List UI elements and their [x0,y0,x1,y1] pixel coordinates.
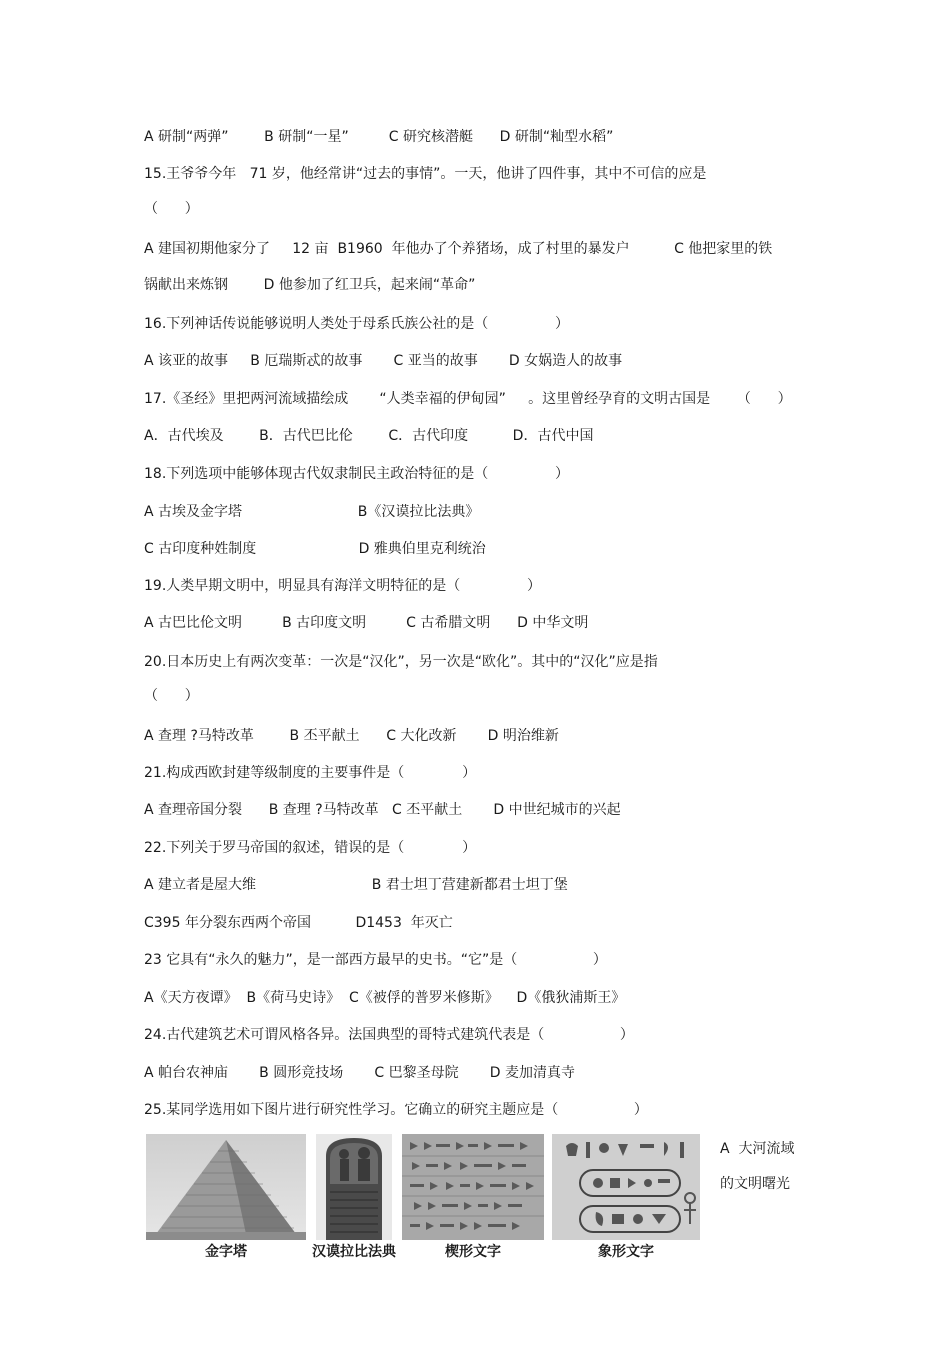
text-line: 24.古代建筑艺术可谓风格各异。法国典型的哥特式建筑代表是（ ） [144,1027,634,1043]
text-line: 20.日本历史上有两次变革：一次是“汉化”，另一次是“欧化”。其中的“汉化”应是指 [144,654,658,670]
text-line: A 古巴比伦文明 B 古印度文明 C 古希腊文明 D 中华文明 [144,615,589,631]
hieroglyph-image [552,1134,700,1240]
caption-cuneiform: 楔形文字 [445,1244,501,1260]
option-a-line1: A 大河流域 [720,1141,795,1157]
text-line: A 该亚的故事 B 厄瑞斯忒的故事 C 亚当的故事 D 女娲造人的故事 [144,353,623,369]
text-line: （ ） [144,688,199,704]
text-line: C395 年分裂东西两个帝国 D1453 年灭亡 [144,915,453,931]
text-line: 19.人类早期文明中，明显具有海洋文明特征的是（ ） [144,578,542,594]
text-line: A 古埃及金字塔 B《汉谟拉比法典》 [144,504,480,520]
text-line: 23 它具有“永久的魅力”，是一部西方最早的史书。“它”是（ ） [144,952,607,968]
option-a-line2: 的文明曙光 [720,1176,790,1192]
cuneiform-image [402,1134,544,1240]
text-line: 22.下列关于罗马帝国的叙述，错误的是（ ） [144,840,477,856]
text-line: C 古印度种姓制度 D 雅典伯里克利统治 [144,541,486,557]
text-line: A 查理 ?马特改革 B 丕平献土 C 大化改新 D 明治维新 [144,728,559,744]
text-line: A《天方夜谭》 B《荷马史诗》 C《被俘的普罗米修斯》 D《俄狄浦斯王》 [144,990,626,1006]
text-line: A 建国初期他家分了 12 亩 B1960 年他办了个养猪场，成了村里的暴发户 C 他把家里的铁 [144,241,773,257]
text-line: 17.《圣经》里把两河流域描绘成 “人类幸福的伊甸园” 。这里曾经孕育的文明古国是 （ ） [144,391,792,407]
text-line: 21.构成西欧封建等级制度的主要事件是（ ） [144,765,477,781]
text-line: A 查理帝国分裂 B 查理 ?马特改革 C 丕平献土 D 中世纪城市的兴起 [144,802,621,818]
hammurabi-stele-image [316,1134,392,1240]
text-line: A 研制“两弹” B 研制“一星” C 研究核潜艇 D 研制“籼型水稻” [144,129,614,145]
caption-hammurabi: 汉谟拉比法典 [312,1244,396,1260]
text-line: A．古代埃及 B．古代巴比伦 C．古代印度 D．古代中国 [144,428,594,444]
text-line: A 建立者是屋大维 B 君士坦丁营建新都君士坦丁堡 [144,877,568,893]
text-line: （ ） [144,201,199,217]
text-line: 16.下列神话传说能够说明人类处于母系氏族公社的是（ ） [144,316,570,332]
text-line: 15.王爷爷今年 71 岁，他经常讲“过去的事情”。一天，他讲了四件事，其中不可信的应是 [144,166,707,182]
text-line: 锅献出来炼钢 D 他参加了红卫兵，起来闹“革命” [144,277,476,293]
caption-hieroglyph: 象形文字 [598,1244,654,1260]
caption-pyramid: 金字塔 [205,1244,247,1260]
pyramid-image [146,1134,306,1240]
text-line: A 帕台农神庙 B 圆形竞技场 C 巴黎圣母院 D 麦加清真寺 [144,1065,575,1081]
text-line: 18.下列选项中能够体现古代奴隶制民主政治特征的是（ ） [144,466,570,482]
text-line: 25.某同学选用如下图片进行研究性学习。它确立的研究主题应是（ ） [144,1102,648,1118]
